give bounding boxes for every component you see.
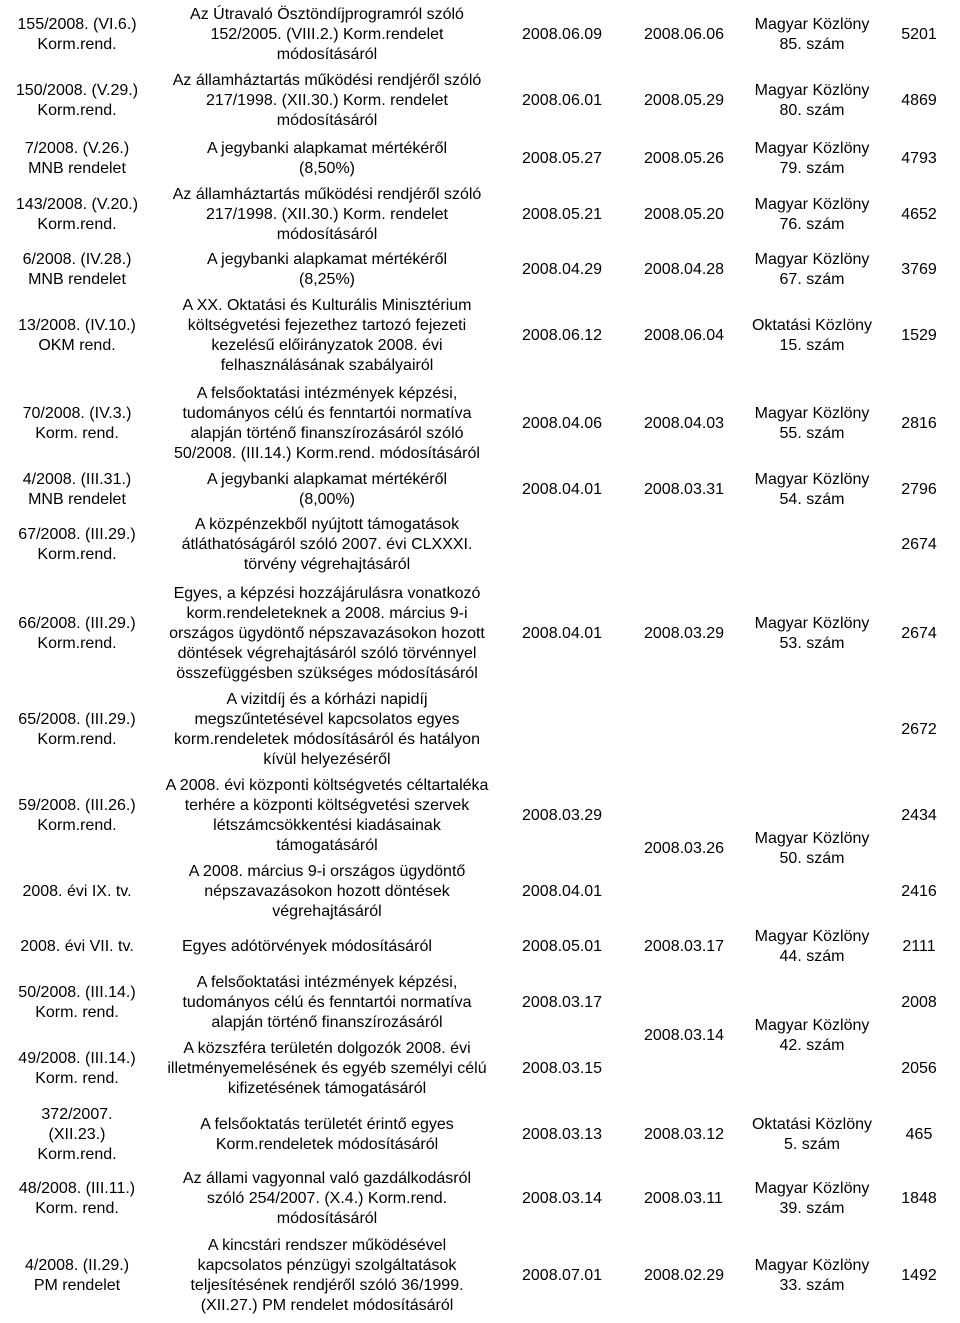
page-cell: 2416: [901, 883, 937, 900]
issue-date-cell: 2008.05.26: [644, 150, 725, 167]
ref-cell: 6/2008. (IV.28.) MNB rendelet: [22, 251, 132, 288]
pub-date-cell: 2008.03.17: [522, 994, 603, 1011]
page-cell: 2434: [901, 807, 937, 824]
journal-cell: [744, 514, 880, 576]
issue-date-cell: 2008.04.03: [644, 415, 725, 432]
issue-date-cell: 2008.05.29: [644, 92, 725, 109]
title-cell: Egyes adótörvények módosításáról: [182, 938, 432, 955]
journal-cell: Magyar Közlöny 53. szám: [754, 615, 870, 652]
page-cell: 465: [905, 1126, 933, 1143]
journal-cell: [744, 688, 880, 772]
page-cell: 4869: [901, 92, 937, 109]
title-cell: Az állami vagyonnal való gazdálkodásról szóló 254/2007. (X.4.) Korm.rend. módosításáról: [182, 1170, 472, 1227]
page-cell: 4793: [901, 150, 937, 167]
table-row: [6, 688, 956, 772]
page-cell: 3769: [901, 261, 937, 278]
pub-date-cell: 2008.03.29: [522, 807, 603, 824]
page-cell: 1492: [901, 1267, 937, 1284]
journal-cell: Magyar Közlöny 50. szám: [754, 830, 870, 867]
ref-cell: 372/2007. (XII.23.) Korm.rend.: [37, 1106, 117, 1163]
table-row: [6, 294, 956, 378]
title-cell: A jegybanki alapkamat mértékéről (8,50%): [206, 140, 448, 177]
pub-date-cell: 2008.07.01: [522, 1267, 603, 1284]
pub-date-cell: 2008.04.01: [522, 481, 603, 498]
page-cell: 1848: [901, 1190, 937, 1207]
title-cell: A felsőoktatás területét érintő egyes Korm.rendeletek módosításáról: [200, 1116, 454, 1153]
ref-cell: 2008. évi IX. tv.: [22, 883, 132, 900]
title-cell: Egyes, a képzési hozzájárulásra vonatkozó korm.rendeleteknek a 2008. március 9-i országos ügydöntő népszavazásokon hozott döntések végrehajtásáról szóló törvénnyel összefüggésben szükséges módosításáról: [169, 585, 485, 682]
pub-date-cell: 2008.03.14: [522, 1190, 603, 1207]
issue-date-cell: 2008.03.29: [644, 625, 725, 642]
journal-cell: Magyar Közlöny 76. szám: [754, 196, 870, 233]
ref-cell: 48/2008. (III.11.) Korm. rend.: [18, 1180, 136, 1217]
issue-date-cell: 2008.02.29: [644, 1267, 725, 1284]
issue-date-cell: 2008.03.11: [644, 1190, 723, 1207]
pub-date-cell: 2008.03.15: [522, 1060, 603, 1077]
ref-cell: 155/2008. (VI.6.) Korm.rend.: [17, 16, 137, 53]
ref-cell: 150/2008. (V.29.) Korm.rend.: [15, 82, 139, 119]
page-cell: 2056: [901, 1060, 937, 1077]
title-cell: A vizitdíj és a kórházi napidíj megszűntetésével kapcsolatos egyes korm.rendeletek módosításáról és hatályon kívül helyezéséről: [174, 691, 480, 768]
pub-date-cell: 2008.04.01: [522, 625, 603, 642]
table-row: [6, 184, 956, 246]
title-cell: A felsőoktatási intézmények képzési, tudományos célú és fenntartói normatíva alapján történő finanszírozásáról: [182, 974, 472, 1031]
pub-date-cell: 2008.05.21: [522, 206, 603, 223]
journal-cell: Magyar Közlöny 85. szám: [754, 16, 870, 53]
table-row: [6, 6, 956, 64]
title-cell: Az államháztartás működési rendjéről szóló 217/1998. (XII.30.) Korm. rendelet módosításáról: [172, 186, 482, 243]
ref-cell: 4/2008. (II.29.) PM rendelet: [24, 1257, 130, 1294]
issue-date-cell: 2008.04.28: [644, 261, 725, 278]
issue-date-cell: 2008.06.04: [644, 327, 725, 344]
issue-date-cell: 2008.05.20: [644, 206, 725, 223]
table-row: [6, 248, 956, 292]
pub-date-cell: 2008.04.29: [522, 261, 603, 278]
title-cell: Az államháztartás működési rendjéről szóló 217/1998. (XII.30.) Korm. rendelet módosításáról: [172, 72, 482, 129]
issue-date-cell: [644, 514, 754, 576]
journal-cell: Magyar Közlöny 39. szám: [754, 1180, 870, 1217]
ref-cell: 50/2008. (III.14.) Korm. rend.: [18, 984, 136, 1021]
page-cell: 2816: [901, 415, 937, 432]
title-cell: A felsőoktatási intézmények képzési, tudományos célú és fenntartói normatíva alapján történő finanszírozásáról szóló 50/2008. (III.14.) Korm.rend. módosításáról: [174, 385, 480, 462]
pub-date-cell: 2008.05.27: [522, 150, 603, 167]
pub-date-cell: 2008.04.01: [522, 883, 603, 900]
pub-date-cell: 2008.03.13: [522, 1126, 603, 1143]
issue-date-cell: 2008.03.31: [644, 481, 725, 498]
journal-cell: Magyar Közlöny 54. szám: [754, 471, 870, 508]
title-cell: A 2008. évi központi költségvetés céltartaléka terhére a központi költségvetési szervek létszámcsökkentési kiadásainak támogatásáról: [165, 777, 489, 854]
merged-cell-group: [6, 774, 956, 924]
table-row: [6, 1104, 956, 1166]
table-row: [6, 70, 956, 132]
pub-date-cell: 2008.06.12: [522, 327, 603, 344]
table-row: [6, 926, 956, 968]
title-cell: A jegybanki alapkamat mértékéről (8,00%): [206, 471, 448, 508]
journal-cell: Magyar Közlöny 33. szám: [754, 1257, 870, 1294]
table-row: [6, 468, 956, 512]
page-cell: 2674: [901, 536, 937, 553]
journal-cell: Magyar Közlöny 42. szám: [754, 1017, 870, 1054]
ref-cell: 59/2008. (III.26.) Korm.rend.: [18, 797, 136, 834]
page-cell: 2008: [901, 994, 937, 1011]
ref-cell: 7/2008. (V.26.) MNB rendelet: [24, 140, 130, 177]
page-cell: 1529: [901, 327, 937, 344]
table-row: [6, 1168, 956, 1230]
pub-date-cell: 2008.05.01: [522, 938, 603, 955]
ref-cell: 4/2008. (III.31.) MNB rendelet: [22, 471, 132, 508]
title-cell: A kincstári rendszer működésével kapcsolatos pénzügyi szolgáltatások teljesítésének rendjéről szóló 36/1999. (XII.27.) PM rendelet módosításáról: [190, 1237, 464, 1314]
journal-cell: Magyar Közlöny 80. szám: [754, 82, 870, 119]
page-cell: 4652: [901, 206, 937, 223]
table-row: [6, 514, 956, 576]
journal-cell: Oktatási Közlöny 5. szám: [751, 1116, 873, 1153]
table-row: [6, 382, 956, 466]
journal-cell: Oktatási Közlöny 15. szám: [751, 317, 873, 354]
ref-cell: 70/2008. (IV.3.) Korm. rend.: [22, 405, 132, 442]
title-cell: Az Útravaló Ösztöndíjprogramról szóló 152/2005. (VIII.2.) Korm.rendelet módosításáról: [190, 6, 464, 63]
journal-cell: Magyar Közlöny 79. szám: [754, 140, 870, 177]
table-row: [6, 582, 956, 686]
issue-date-cell: 2008.03.14: [644, 1027, 725, 1044]
issue-date-cell: 2008.06.06: [644, 26, 725, 43]
pub-date-cell: 2008.06.09: [522, 26, 603, 43]
issue-date-cell: 2008.03.17: [644, 938, 725, 955]
title-cell: A XX. Oktatási és Kulturális Minisztérium költségvetési fejezethez tartozó fejezeti kezelésű előirányzatok 2008. évi felhasználásának szabályairól: [182, 297, 472, 374]
pub-date-cell: 2008.06.01: [522, 92, 603, 109]
ref-cell: 49/2008. (III.14.) Korm. rend.: [18, 1050, 136, 1087]
page-cell: 2672: [901, 721, 937, 738]
page-cell: 2111: [902, 938, 936, 955]
table-row: [6, 1234, 956, 1318]
title-cell: A 2008. március 9-i országos ügydöntő népszavazásokon hozott döntések végrehajtásáról: [188, 863, 466, 920]
issue-date-cell: 2008.03.12: [644, 1126, 725, 1143]
title-cell: A közpénzekből nyújtott támogatások átláthatóságáról szóló 2007. évi CLXXXI. törvény végrehajtásáról: [181, 516, 473, 573]
journal-cell: Magyar Közlöny 44. szám: [754, 928, 870, 965]
title-cell: A jegybanki alapkamat mértékéről (8,25%): [206, 251, 448, 288]
pub-date-cell: [522, 514, 632, 576]
pub-date-cell: 2008.04.06: [522, 415, 603, 432]
ref-cell: 143/2008. (V.20.) Korm.rend.: [15, 196, 139, 233]
issue-date-cell: [644, 688, 754, 772]
page-cell: 2674: [901, 625, 937, 642]
page-cell: 2796: [901, 481, 937, 498]
journal-cell: Magyar Közlöny 55. szám: [754, 405, 870, 442]
ref-cell: 13/2008. (IV.10.) OKM rend.: [18, 317, 136, 354]
table-row: [6, 136, 956, 182]
ref-cell: 2008. évi VII. tv.: [20, 938, 134, 955]
journal-cell: Magyar Közlöny 67. szám: [754, 251, 870, 288]
issue-date-cell: 2008.03.26: [644, 840, 725, 857]
page-cell: 5201: [901, 26, 937, 43]
ref-cell: 65/2008. (III.29.) Korm.rend.: [18, 711, 136, 748]
title-cell: A közszféra területén dolgozók 2008. évi illetményemelésének és egyéb személyi célú kifizetésének támogatásáról: [167, 1040, 487, 1097]
merged-cell-group: [6, 972, 956, 1100]
ref-cell: 66/2008. (III.29.) Korm.rend.: [18, 615, 136, 652]
ref-cell: 67/2008. (III.29.) Korm.rend.: [18, 526, 136, 563]
pub-date-cell: [522, 688, 632, 772]
